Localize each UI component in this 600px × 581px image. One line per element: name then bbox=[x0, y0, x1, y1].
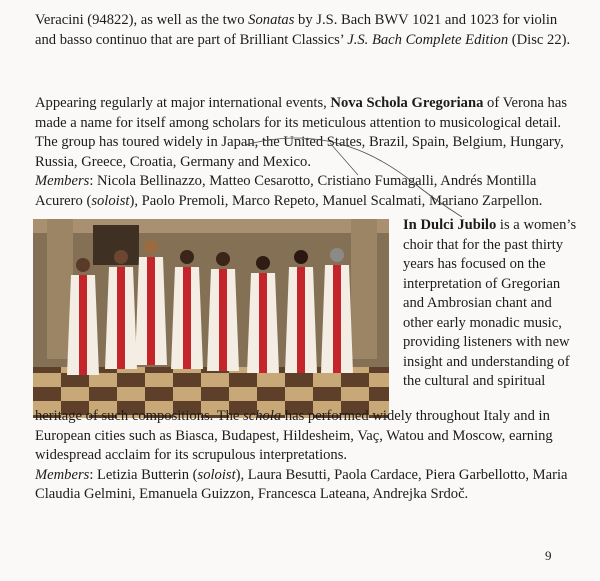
intro-italic-sonatas: Sonatas bbox=[248, 12, 295, 28]
choir-photo-illustration bbox=[33, 219, 389, 418]
intro-text-2: by J.S. Bach BWV 1021 and 1023 for violin and basso continuo that are part of Brilliant Classics’ bbox=[35, 12, 558, 48]
cont-italic-schola: schola bbox=[243, 408, 282, 424]
nova-members-1: : Nicola Bellinazzo, Matteo Cesarotto, Cristiano Fumagalli, Andrés Montilla Acurero ( bbox=[35, 173, 537, 209]
intro-italic-edition: J.S. Bach Complete Edition bbox=[347, 31, 509, 48]
choir-photo bbox=[33, 219, 389, 418]
intro-text-3: (Disc 22). bbox=[508, 31, 571, 48]
nova-soloist: soloist bbox=[91, 192, 130, 209]
page-number: 9 bbox=[545, 548, 552, 563]
dulci-jubilo-name: In Dulci Jubilo bbox=[403, 217, 497, 233]
nova-text-2: of Verona has made a name for itself among scholars for its meticulous attention to musicological detail. The group has toured widely in Japan, the United States, Brazil, Spain, Belgium, Hungary, Russia, Greece, Croatia, Germany and Mexico. bbox=[35, 95, 568, 170]
jubilo-members-2: ), Laura Besutti, Paola Cardace, Piera Garbellotto, Maria Claudia Gelmini, Emanuela Guizzon, Francesca Lateana, Andrejka Srdoč. bbox=[35, 466, 568, 502]
intro-text-1: Veracini (94822), as well as the two bbox=[35, 12, 249, 28]
cont-text-2: has performed widely throughout Italy and in European cities such as Biasca, Budapest, Hildesheim, Vaç, Watou and Moscow, earning widespread acclaim for its scrupulous interpretations. bbox=[35, 408, 553, 463]
intro-paragraph bbox=[35, 11, 580, 50]
jubilo-soloist: soloist bbox=[197, 466, 236, 483]
nova-schola-paragraph bbox=[35, 94, 580, 211]
dulci-jubilo-continued bbox=[35, 407, 580, 505]
jubilo-members-label: Members bbox=[35, 466, 90, 483]
jubilo-members-1: : Letizia Butterin ( bbox=[89, 466, 198, 483]
nova-members-label: Members bbox=[35, 173, 90, 189]
dulci-jubilo-text: is a women’s choir that for the past thirty years has focused on the interpretation of Gregorian and Ambrosian chant and other early monadic music, providing listeners with new insight and understanding of the cultural and spiritual bbox=[403, 217, 577, 389]
cont-text-1: heritage of such compositions. The bbox=[35, 408, 244, 424]
nova-members-2: ), Paolo Premoli, Marco Repeto, Manuel Scalmati, Mariano Zarpellon. bbox=[129, 192, 543, 209]
nova-text-1: Appearing regularly at major international events, bbox=[35, 95, 331, 111]
nova-schola-name: Nova Schola Gregoriana bbox=[330, 95, 484, 111]
dulci-jubilo-paragraph bbox=[403, 216, 583, 392]
